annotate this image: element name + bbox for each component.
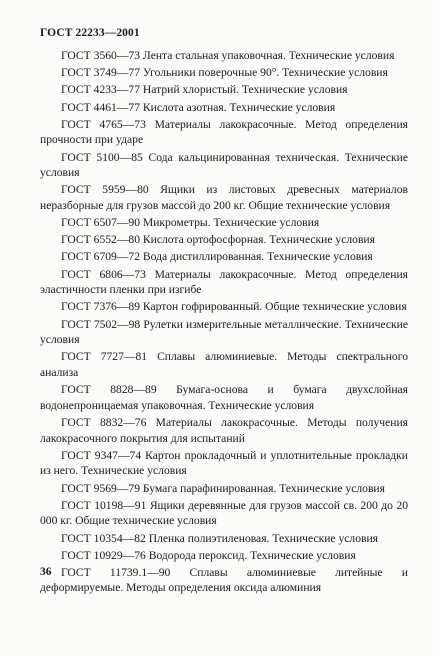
page-header-title: ГОСТ 22233—2001 <box>40 27 140 39</box>
reference-entry: ГОСТ 8832—76 Материалы лакокрасочные. Методы получения лакокрасочного покрытия для испытаний <box>40 415 408 445</box>
reference-entry: ГОСТ 9569—79 Бумага парафинированная. Технические условия <box>61 481 385 495</box>
page-number: 36 <box>40 566 52 578</box>
reference-entry: ГОСТ 8828—89 Бумага-основа и бумага двухслойная водонепроницаемая упаковочная. Технические условия <box>40 383 408 412</box>
reference-entry: ГОСТ 11739.1—90 Сплавы алюминиевые литейные и деформируемые. Методы определения оксида алюминия <box>40 565 408 595</box>
reference-entry: ГОСТ 9347—74 Картон прокладочный и уплотнительные прокладки из него. Технические условия <box>40 448 408 478</box>
reference-entry: ГОСТ 10354—82 Пленка полиэтиленовая. Технические условия <box>61 531 379 545</box>
reference-entry: ГОСТ 6552—80 Кислота ортофосфорная. Технические условия <box>61 233 375 247</box>
reference-entry: ГОСТ 7376—89 Картон гофрированный. Общие технические условия <box>61 300 407 314</box>
reference-entry: ГОСТ 3749—77 Угольники поверочные 90°. Технические условия <box>61 66 388 80</box>
reference-entry: ГОСТ 5959—80 Ящики из листовых древесных материалов неразборные для грузов массой до 200 кг. Общие технические условия <box>40 183 408 212</box>
reference-entry: ГОСТ 4233—77 Натрий хлористый. Технические условия <box>61 83 348 97</box>
reference-entry: ГОСТ 6709—72 Вода дистиллированная. Технические условия <box>61 250 373 264</box>
reference-entry: ГОСТ 4765—73 Материалы лакокрасочные. Метод определения прочности при ударе <box>40 117 408 147</box>
reference-entry: ГОСТ 4461—77 Кислота азотная. Технические условия <box>61 100 336 114</box>
reference-entry: ГОСТ 10929—76 Водорода пероксид. Технические условия <box>61 548 356 562</box>
references-list <box>40 48 408 596</box>
reference-entry: ГОСТ 5100—85 Сода кальцинированная техническая. Технические условия <box>40 150 408 180</box>
reference-entry: ГОСТ 10198—91 Ящики деревянные для грузов массой св. 200 до 20 000 кг. Общие технические условия <box>40 498 408 528</box>
reference-entry: ГОСТ 7502—98 Рулетки измерительные металлические. Технические условия <box>40 317 408 347</box>
reference-entry: ГОСТ 7727—81 Сплавы алюминиевые. Методы спектрального анализа <box>40 350 408 379</box>
reference-entry: ГОСТ 6507—90 Микрометры. Технические условия <box>61 216 320 230</box>
reference-entry: ГОСТ 6806—73 Материалы лакокрасочные. Метод определения эластичности пленки при изгибе <box>40 267 408 297</box>
reference-entry: ГОСТ 3560—73 Лента стальная упаковочная. Технические условия <box>61 49 395 62</box>
